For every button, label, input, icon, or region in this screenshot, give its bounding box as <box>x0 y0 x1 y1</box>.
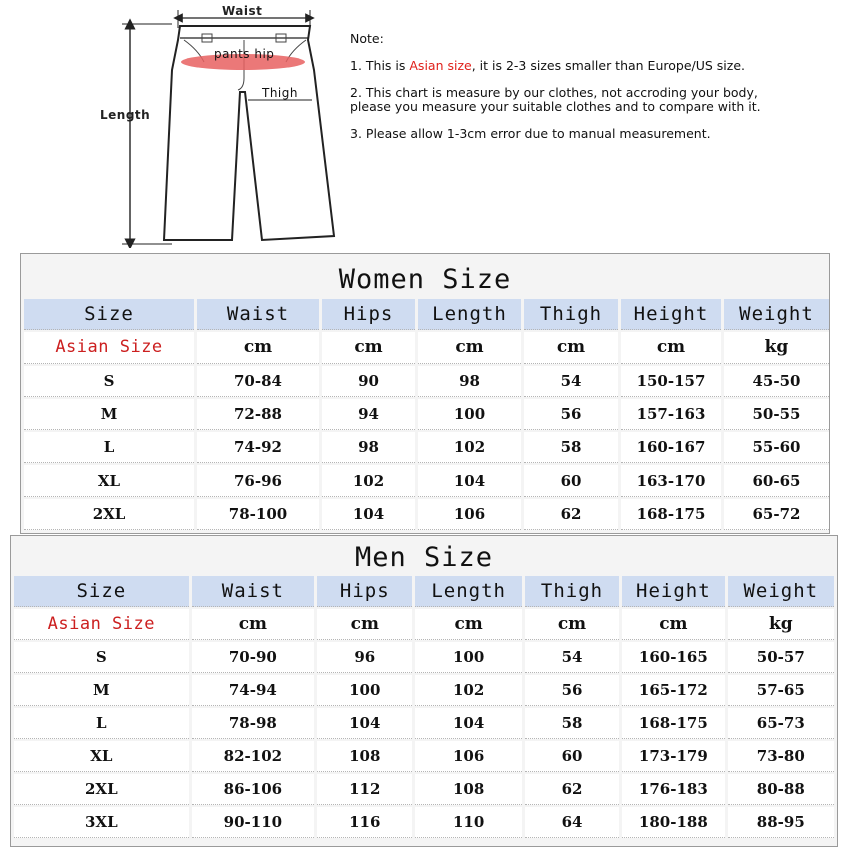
women-cell: 65-72 <box>724 499 829 530</box>
men-cell: 82-102 <box>192 741 314 772</box>
women-size-title: Women Size <box>338 264 512 295</box>
women-cell: S <box>24 366 194 397</box>
table-row <box>14 675 834 706</box>
table-header-row <box>14 576 834 607</box>
women-cell: 102 <box>418 432 521 463</box>
men-cell: 176-183 <box>622 774 724 805</box>
women-cell: cm <box>621 332 721 363</box>
women-cell: Asian Size <box>24 332 194 363</box>
women-cell: 160-167 <box>621 432 721 463</box>
women-cell: 70-84 <box>197 366 319 397</box>
note-1: 1. This is Asian size, it is 2-3 sizes smaller than Europe/US size. <box>350 58 745 73</box>
men-cell: 112 <box>317 774 412 805</box>
women-cell: 104 <box>322 499 415 530</box>
table-row <box>14 741 834 772</box>
women-cell: cm <box>418 332 521 363</box>
women-cell: 74-92 <box>197 432 319 463</box>
women-cell: 76-96 <box>197 465 319 496</box>
women-cell: Height <box>621 299 721 330</box>
women-cell: 94 <box>322 399 415 430</box>
pants-illustration <box>72 0 352 248</box>
women-cell: 98 <box>322 432 415 463</box>
table-row <box>14 807 834 838</box>
women-cell: Thigh <box>524 299 618 330</box>
men-cell: Height <box>622 576 724 607</box>
women-cell: 102 <box>322 465 415 496</box>
men-cell: 50-57 <box>728 642 834 673</box>
men-cell: 60 <box>525 741 619 772</box>
men-cell: 74-94 <box>192 675 314 706</box>
men-cell: 2XL <box>14 774 189 805</box>
men-cell: 65-73 <box>728 708 834 739</box>
men-cell: 3XL <box>14 807 189 838</box>
women-cell: 106 <box>418 499 521 530</box>
length-label: Length <box>100 108 151 122</box>
men-cell: Weight <box>728 576 834 607</box>
men-cell: 173-179 <box>622 741 724 772</box>
table-units-row <box>24 332 829 363</box>
notes-title: Note: <box>350 31 384 46</box>
men-cell: Hips <box>317 576 412 607</box>
size-notes <box>350 32 780 154</box>
women-cell: Size <box>24 299 194 330</box>
men-cell: cm <box>192 609 314 640</box>
table-row <box>14 708 834 739</box>
women-cell: 163-170 <box>621 465 721 496</box>
women-cell: 157-163 <box>621 399 721 430</box>
measurement-diagram <box>72 0 790 248</box>
men-cell: 116 <box>317 807 412 838</box>
men-cell: Thigh <box>525 576 619 607</box>
men-cell: 86-106 <box>192 774 314 805</box>
men-cell: cm <box>317 609 412 640</box>
women-cell: 98 <box>418 366 521 397</box>
men-cell: 64 <box>525 807 619 838</box>
men-size-table <box>11 574 837 840</box>
women-cell: 150-157 <box>621 366 721 397</box>
women-size-panel <box>20 253 830 534</box>
men-cell: Asian Size <box>14 609 189 640</box>
women-cell: kg <box>724 332 829 363</box>
thigh-label: Thigh <box>262 86 298 100</box>
men-cell: 160-165 <box>622 642 724 673</box>
women-cell: cm <box>524 332 618 363</box>
men-cell: 108 <box>317 741 412 772</box>
women-cell: 62 <box>524 499 618 530</box>
table-row <box>24 366 829 397</box>
women-cell: 104 <box>418 465 521 496</box>
men-cell: 168-175 <box>622 708 724 739</box>
men-cell: Size <box>14 576 189 607</box>
women-cell: 45-50 <box>724 366 829 397</box>
men-cell: 57-65 <box>728 675 834 706</box>
men-cell: 104 <box>317 708 412 739</box>
men-cell: 73-80 <box>728 741 834 772</box>
asian-size-highlight: Asian size <box>409 58 472 73</box>
waist-label: Waist <box>222 4 263 18</box>
women-cell: 78-100 <box>197 499 319 530</box>
women-cell: cm <box>197 332 319 363</box>
men-cell: 54 <box>525 642 619 673</box>
women-cell: 2XL <box>24 499 194 530</box>
men-cell: 108 <box>415 774 521 805</box>
men-cell: cm <box>415 609 521 640</box>
men-cell: M <box>14 675 189 706</box>
men-size-title: Men Size <box>354 542 494 573</box>
table-row <box>24 399 829 430</box>
men-cell: 110 <box>415 807 521 838</box>
men-cell: cm <box>622 609 724 640</box>
men-cell: 56 <box>525 675 619 706</box>
women-cell: Length <box>418 299 521 330</box>
men-cell: 90-110 <box>192 807 314 838</box>
women-cell: 60 <box>524 465 618 496</box>
table-header-row <box>24 299 829 330</box>
women-cell: M <box>24 399 194 430</box>
table-row <box>14 774 834 805</box>
note-3: 3. Please allow 1-3cm error due to manual measurement. <box>350 126 711 141</box>
men-cell: 96 <box>317 642 412 673</box>
pants-hip-label: pants hip <box>214 47 275 61</box>
men-cell: 78-98 <box>192 708 314 739</box>
men-cell: 100 <box>317 675 412 706</box>
men-cell: S <box>14 642 189 673</box>
men-cell: 104 <box>415 708 521 739</box>
women-cell: 60-65 <box>724 465 829 496</box>
men-cell: 88-95 <box>728 807 834 838</box>
men-size-panel <box>10 535 838 847</box>
women-cell: 56 <box>524 399 618 430</box>
men-cell: 70-90 <box>192 642 314 673</box>
women-cell: 100 <box>418 399 521 430</box>
table-row <box>14 642 834 673</box>
women-cell: Hips <box>322 299 415 330</box>
men-cell: cm <box>525 609 619 640</box>
table-row <box>24 465 829 496</box>
men-cell: 100 <box>415 642 521 673</box>
men-cell: 80-88 <box>728 774 834 805</box>
women-cell: 58 <box>524 432 618 463</box>
men-cell: 106 <box>415 741 521 772</box>
note-2: 2. This chart is measure by our clothes, not accroding your body, please you measure your suitable clothes and to compare with it. <box>350 85 761 114</box>
women-size-table <box>21 297 832 532</box>
women-cell: Weight <box>724 299 829 330</box>
women-cell: 55-60 <box>724 432 829 463</box>
men-cell: 58 <box>525 708 619 739</box>
women-cell: 72-88 <box>197 399 319 430</box>
women-cell: 50-55 <box>724 399 829 430</box>
women-cell: XL <box>24 465 194 496</box>
table-units-row <box>14 609 834 640</box>
men-cell: 180-188 <box>622 807 724 838</box>
women-cell: Waist <box>197 299 319 330</box>
women-cell: 90 <box>322 366 415 397</box>
men-cell: Waist <box>192 576 314 607</box>
women-cell: cm <box>322 332 415 363</box>
men-cell: L <box>14 708 189 739</box>
men-cell: 62 <box>525 774 619 805</box>
table-row <box>24 432 829 463</box>
men-cell: Length <box>415 576 521 607</box>
table-row <box>24 499 829 530</box>
men-cell: XL <box>14 741 189 772</box>
men-cell: 102 <box>415 675 521 706</box>
men-cell: 165-172 <box>622 675 724 706</box>
women-cell: 168-175 <box>621 499 721 530</box>
men-cell: kg <box>728 609 834 640</box>
women-cell: L <box>24 432 194 463</box>
women-cell: 54 <box>524 366 618 397</box>
